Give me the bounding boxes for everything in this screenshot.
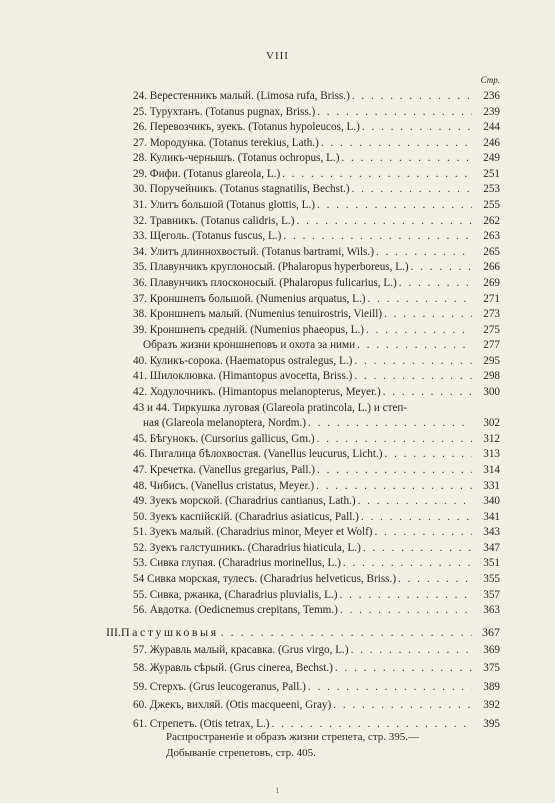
toc-entry [133, 603, 500, 617]
toc-entry [133, 525, 500, 539]
leader-dots [306, 680, 472, 694]
leader-dots [364, 323, 472, 337]
toc-entry-page: 340 [483, 495, 500, 508]
toc-entry-title: 36. Плавунчикъ плосконосый. (Phalaropus fulicarius, L.) [133, 276, 397, 289]
toc-entry [143, 416, 500, 430]
leader-dots [360, 120, 472, 134]
toc-entry-page: 331 [483, 479, 500, 492]
toc-entry-title: 53. Сивка глупая. (Charadrius morinellus, L.) [133, 557, 341, 570]
toc-entry-page: 275 [483, 323, 500, 336]
leader-dots [270, 717, 473, 731]
leader-dots [356, 494, 472, 508]
leader-dots [315, 105, 472, 119]
toc-entry-page: 347 [483, 541, 500, 554]
leader-dots [333, 661, 472, 675]
toc-entry [133, 198, 500, 212]
toc-entry-page: 253 [483, 183, 500, 196]
toc-entry [133, 447, 500, 461]
toc-entry [133, 385, 500, 399]
leader-dots [374, 245, 472, 259]
toc-entry [133, 167, 500, 181]
toc-entry [133, 572, 500, 586]
toc-entry [133, 369, 500, 383]
toc-entry-page: 273 [483, 308, 500, 321]
toc-entry-title: 55. Сивка, ржанка, (Charadrius pluvialis, L.) [133, 588, 338, 601]
toc-entry-title: Образъ жизни кроншнеповъ и охота за ними [143, 339, 356, 352]
toc-entry [133, 214, 500, 228]
leader-dots [341, 556, 472, 570]
toc-entry-page: 395 [483, 717, 500, 730]
toc-entry-title: 50. Зуекъ каспійскій. (Charadrius asiaticus, Pall.) [133, 510, 359, 523]
leader-dots [382, 307, 472, 321]
leader-dots [281, 229, 472, 243]
toc-entry [133, 105, 500, 119]
toc-entry-title: 43 и 44. Тиркушка луговая (Glareola pratincola, L.) и степ- [133, 401, 408, 414]
leader-dots [355, 338, 472, 352]
toc-entry [133, 292, 500, 306]
leader-dots [366, 292, 472, 306]
toc-entry-title: 56. Авдотка. (Oedicnemus crepitans, Temm.) [133, 604, 338, 617]
toc-entry [133, 643, 500, 657]
toc-entry-title: 42. Ходулочникъ. (Himantopus melanopterus, Meyer.) [133, 386, 381, 399]
toc-entry [133, 479, 500, 493]
toc-entry-page: 300 [483, 386, 500, 399]
toc-entry-title: 33. Щеголь. (Totanus fuscus, L.) [133, 230, 282, 243]
leader-dots [315, 198, 472, 212]
leader-dots [315, 463, 472, 477]
toc-entry-title: 57. Журавль малый, красавка. (Grus virgo, L.) [133, 644, 349, 656]
leader-dots [338, 603, 472, 617]
toc-entry [133, 698, 500, 712]
toc-entry-title: 38. Кроншнепъ малый. (Numenius tenuirostris, Vieill) [133, 308, 383, 321]
leader-dots [306, 416, 472, 430]
leader-dots [350, 182, 472, 196]
section-title: Пастушковыя [121, 625, 219, 639]
page-number: VIII [266, 50, 289, 62]
leader-dots [219, 625, 472, 639]
toc-entry-page: 375 [483, 662, 500, 675]
leader-dots [352, 354, 472, 368]
leader-dots [280, 167, 472, 181]
section-number: III. [106, 625, 121, 639]
toc-entry-title: 39. Кроншнепъ средній. (Numenius phaeopus, L.) [133, 323, 365, 336]
toc-entry-page: 363 [483, 604, 500, 617]
leader-dots [338, 588, 472, 602]
note-line: Добываніе стрепетовъ, стр. 405. [166, 747, 316, 759]
leader-dots [361, 541, 472, 555]
toc-entry-page: 302 [483, 417, 500, 430]
toc-entry-page: 249 [483, 152, 500, 165]
toc-entry [133, 556, 500, 570]
leader-dots [331, 698, 472, 712]
toc-entry-page: 341 [483, 510, 500, 523]
toc-entry-page: 392 [483, 699, 500, 712]
toc-entry-title: 54 Сивка морская, тулесъ. (Charadrius helveticus, Briss.) [133, 572, 397, 585]
toc-entry-title: 59. Стерхъ. (Grus leucogeranus, Pall.) [133, 680, 306, 693]
leader-dots [383, 447, 472, 461]
toc-entry-title: 52. Зуекъ галстушникъ. (Charadrius hiaticula, L.) [133, 541, 361, 554]
leader-dots [381, 385, 472, 399]
toc-entry-title: 29. Фифи. (Totanus glareola, L.) [133, 167, 281, 180]
toc-entry-page: 239 [483, 105, 500, 118]
toc-entry-page: 298 [483, 370, 500, 383]
toc-entry [133, 680, 500, 694]
toc-entry-title: 27. Мородунка. (Totanus terekius, Lath.) [133, 136, 319, 149]
toc-entry-title: ная (Glareola melanoptera, Nordm.) [143, 417, 307, 430]
toc-entry-page: 236 [483, 90, 500, 102]
toc-entry-title: 30. Поручейникъ. (Totanus stagnatilis, Bechst.) [133, 183, 350, 196]
page-column-header: Стр. [480, 75, 500, 85]
toc-entry-title: 45. Бѣгунокъ. (Cursorius gallicus, Gm.) [133, 432, 315, 445]
leader-dots [359, 510, 472, 524]
leader-dots [349, 643, 472, 657]
toc-entry-title: 25. Турухтанъ. (Totanus pugnax, Briss.) [133, 105, 316, 118]
toc-entry [133, 323, 500, 337]
leader-dots [315, 432, 472, 446]
leader-dots [339, 151, 472, 165]
toc-entry [133, 120, 500, 134]
toc-entry [133, 260, 500, 274]
toc-entry-page: 266 [483, 261, 500, 274]
leader-dots [352, 369, 472, 383]
toc-entry-title: 48. Чибисъ. (Vanellus cristatus, Meyer.) [133, 479, 315, 492]
leader-dots [396, 572, 472, 586]
toc-entry-page: 262 [483, 214, 500, 227]
footer-mark: 1 [275, 786, 280, 795]
toc-entry-title: 31. Улитъ большой (Totanus glottis, L.) [133, 199, 316, 212]
toc-entry-page: 244 [483, 121, 500, 134]
leader-dots [319, 136, 472, 150]
toc-entry-title: 51. Зуекъ малый. (Charadrius minor, Meyer et Wolf) [133, 526, 373, 539]
toc-entry-title: 32. Травникъ. (Totanus calidris, L.) [133, 214, 295, 227]
toc-entry-title: 49. Зуекъ морской. (Charadrius cantianus, Lath.) [133, 495, 356, 508]
toc-entry-page: 343 [483, 526, 500, 539]
leader-dots [373, 525, 472, 539]
toc-entry [133, 717, 500, 731]
toc-entry-page: 313 [483, 448, 500, 461]
toc-entry-page: 251 [483, 167, 500, 180]
toc-entry-title: 37. Кроншнепъ большой. (Numenius arquatus, L.) [133, 292, 366, 305]
toc-entry [133, 541, 500, 555]
toc-entry-title: 61. Стрепетъ. (Otis tetrax, L.) [133, 717, 270, 730]
toc-entry-page: 277 [483, 339, 500, 352]
section-page: 367 [482, 625, 500, 639]
toc-entry-title: 60. Джекъ, вихляй. (Otis macqueeni, Gray) [133, 699, 332, 712]
toc-entry [133, 229, 500, 243]
leader-dots [409, 260, 472, 274]
toc-entry-page: 357 [483, 588, 500, 601]
toc-entry-title: 24. Верестенникъ малый. (Limosa rufa, Briss.) [133, 90, 350, 102]
note-line: Распространеніе и образъ жизни стрепета, стр. 395.— [166, 731, 420, 743]
toc-entry [133, 182, 500, 196]
toc-entry-page: 263 [483, 230, 500, 243]
toc-entry [133, 510, 500, 524]
toc-entry-title: 35. Плавунчикъ круглоносый. (Phalaropus hyperboreus, L.) [133, 261, 409, 274]
toc-entry-page: 271 [483, 292, 500, 305]
toc-entry-page: 369 [483, 644, 500, 656]
toc-entry [133, 307, 500, 321]
toc-entry-page: 312 [483, 432, 500, 445]
toc-entry [133, 588, 500, 602]
toc-entry-title: 28. Куликъ-чернышъ. (Totanus ochropus, L.) [133, 152, 340, 165]
toc-entry-page: 389 [483, 680, 500, 693]
toc-entry [133, 401, 500, 415]
leader-dots [294, 214, 472, 228]
toc-entry [133, 432, 500, 446]
leader-dots [397, 276, 472, 290]
toc-entry-title: 34. Улитъ длиннохвостый. (Totanus bartrami, Wils.) [133, 245, 374, 258]
section-heading [106, 625, 500, 639]
toc-entry [133, 136, 500, 150]
toc-entry-title: 46. Пигалица бѣлохвостая. (Vanellus leucurus, Licht.) [133, 448, 383, 461]
toc-entry [133, 661, 500, 675]
toc-entry-title: 40. Куликъ-сорока. (Haematopus ostralegus, L.) [133, 354, 353, 367]
toc-entry [143, 338, 500, 352]
leader-dots [314, 479, 472, 493]
toc-entry [133, 89, 500, 103]
toc-entry-page: 269 [483, 276, 500, 289]
toc-entry [133, 245, 500, 259]
toc-entry-title: 58. Журавль сѣрый. (Grus cinerea, Bechst.) [133, 662, 333, 675]
toc-entry-page: 246 [483, 136, 500, 149]
toc-entry [133, 276, 500, 290]
toc-entry-page: 255 [483, 199, 500, 212]
toc-entry [133, 151, 500, 165]
toc-entry [133, 494, 500, 508]
toc-entry-page [472, 401, 500, 415]
toc-entry-page: 314 [483, 463, 500, 476]
toc-entry [133, 354, 500, 368]
toc-entry-page: 265 [483, 245, 500, 258]
toc-entry-title: 41. Шилоклювка. (Himantopus avocetta, Briss.) [133, 370, 353, 383]
toc-entry-title: 26. Перевозчикъ, зуекъ. (Totanus hypoleucos, L.) [133, 121, 360, 134]
leader-dots [350, 89, 472, 103]
toc-entry [133, 463, 500, 477]
toc-entry-page: 295 [483, 354, 500, 367]
toc-entry-page: 355 [483, 572, 500, 585]
toc-entry-title: 47. Кречетка. (Vanellus gregarius, Pall.) [133, 463, 316, 476]
toc-entry-page: 351 [483, 557, 500, 570]
